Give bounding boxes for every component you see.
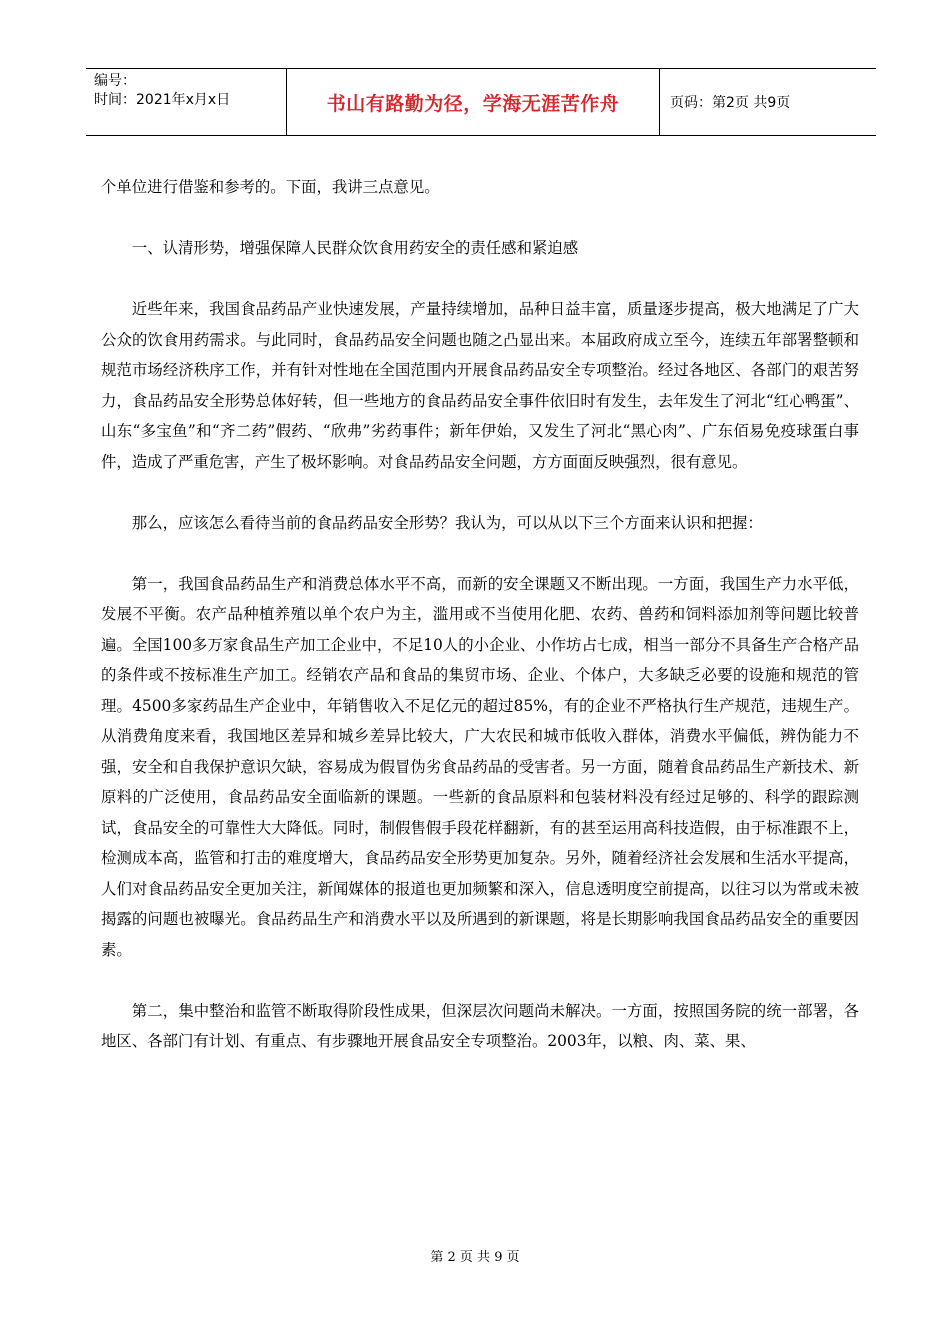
body-paragraph: 那么，应该怎么看待当前的食品药品安全形势？我认为，可以从以下三个方面来认识和把握： — [131, 513, 763, 532]
body-paragraph: 近些年来，我国食品药品产业快速发展，产量持续增加，品种日益丰富，质量逐步提高，极大地满足了广大公众的饮食用药需求。与此同时，食品药品安全问题也随之凸显出来。本届政府成立至今，连续五年部署整顿和规范市场经济秩序工作，并有针对性地在全国范围内开展食品药品安全专项整治。经过各地区、各部门的艰苦努力，食品药品安全形势总体好转，但一些地方的食品药品安全事件依旧时有发生，去年发生了河北“红心鸭蛋”、山东“多宝鱼”和“齐二药”假药、“欣弗”劣药事件；新年伊始，又发生了河北“黑心肉”、广东佰易免疫球蛋白事件，造成了严重危害，产生了极坏影响。对食品药品安全问题，方方面面反映强烈，很有意见。 — [101, 300, 859, 471]
document-time-label: 时间：2021年x月x日 — [94, 92, 231, 108]
header-page-info: 页码：第2页 共9页 — [670, 95, 791, 111]
document-body — [101, 172, 859, 1087]
body-paragraph: 第一，我国食品药品生产和消费总体水平不高，而新的安全课题又不断出现。一方面，我国生产力水平低，发展不平衡。农产品种植养殖以单个农户为主，滥用或不当使用化肥、农药、兽药和饲料添加剂等问题比较普遍。全国100多万家食品生产加工企业中，不足10人的小企业、小作坊占七成，相当一部分不具备生产合格产品的条件或不按标准生产加工。经销农产品和食品的集贸市场、企业、个体户，大多缺乏必要的设施和规范的管理。4500多家药品生产企业中，年销售收入不足亿元的超过85%，有的企业不严格执行生产规范，违规生产。从消费角度来看，我国地区差异和城乡差异比较大，广大农民和城市低收入群体，消费水平偏低，辨伪能力不强，安全和自我保护意识欠缺，容易成为假冒伪劣食品药品的受害者。另一方面，随着食品药品生产新技术、新原料的广泛使用，食品药品安全面临新的课题。一些新的食品原料和包装材料没有经过足够的、科学的跟踪测试，食品安全的可靠性大大降低。同时，制假售假手段花样翻新，有的甚至运用高科技造假，由于标准跟不上，检测成本高，监管和打击的难度增大，食品药品安全形势更加复杂。另外，随着经济社会发展和生活水平提高，人们对食品药品安全更加关注，新闻媒体的报道也更加频繁和深入，信息透明度空前提高，以往习以为常或未被揭露的问题也被曝光。食品药品生产和消费水平以及所遇到的新课题，将是长期影响我国食品药品安全的重要因素。 — [101, 574, 859, 959]
page-header — [86, 68, 876, 136]
body-paragraph: 个单位进行借鉴和参考的。下面，我讲三点意见。 — [101, 178, 440, 196]
document-number-label: 编号： — [94, 73, 136, 89]
page-footer: 第 2 页 共 9 页 — [430, 1250, 520, 1265]
header-motto: 书山有路勤为径，学海无涯苦作舟 — [286, 69, 660, 135]
body-paragraph: 第二，集中整治和监管不断取得阶段性成果，但深层次问题尚未解决。一方面，按照国务院的统一部署，各地区、各部门有计划、有重点、有步骤地开展食品安全专项整治。2003年，以粮、肉、菜、果、 — [101, 1001, 859, 1050]
section-heading: 一、认清形势，增强保障人民群众饮食用药安全的责任感和紧迫感 — [131, 239, 579, 257]
header-meta — [86, 69, 286, 135]
